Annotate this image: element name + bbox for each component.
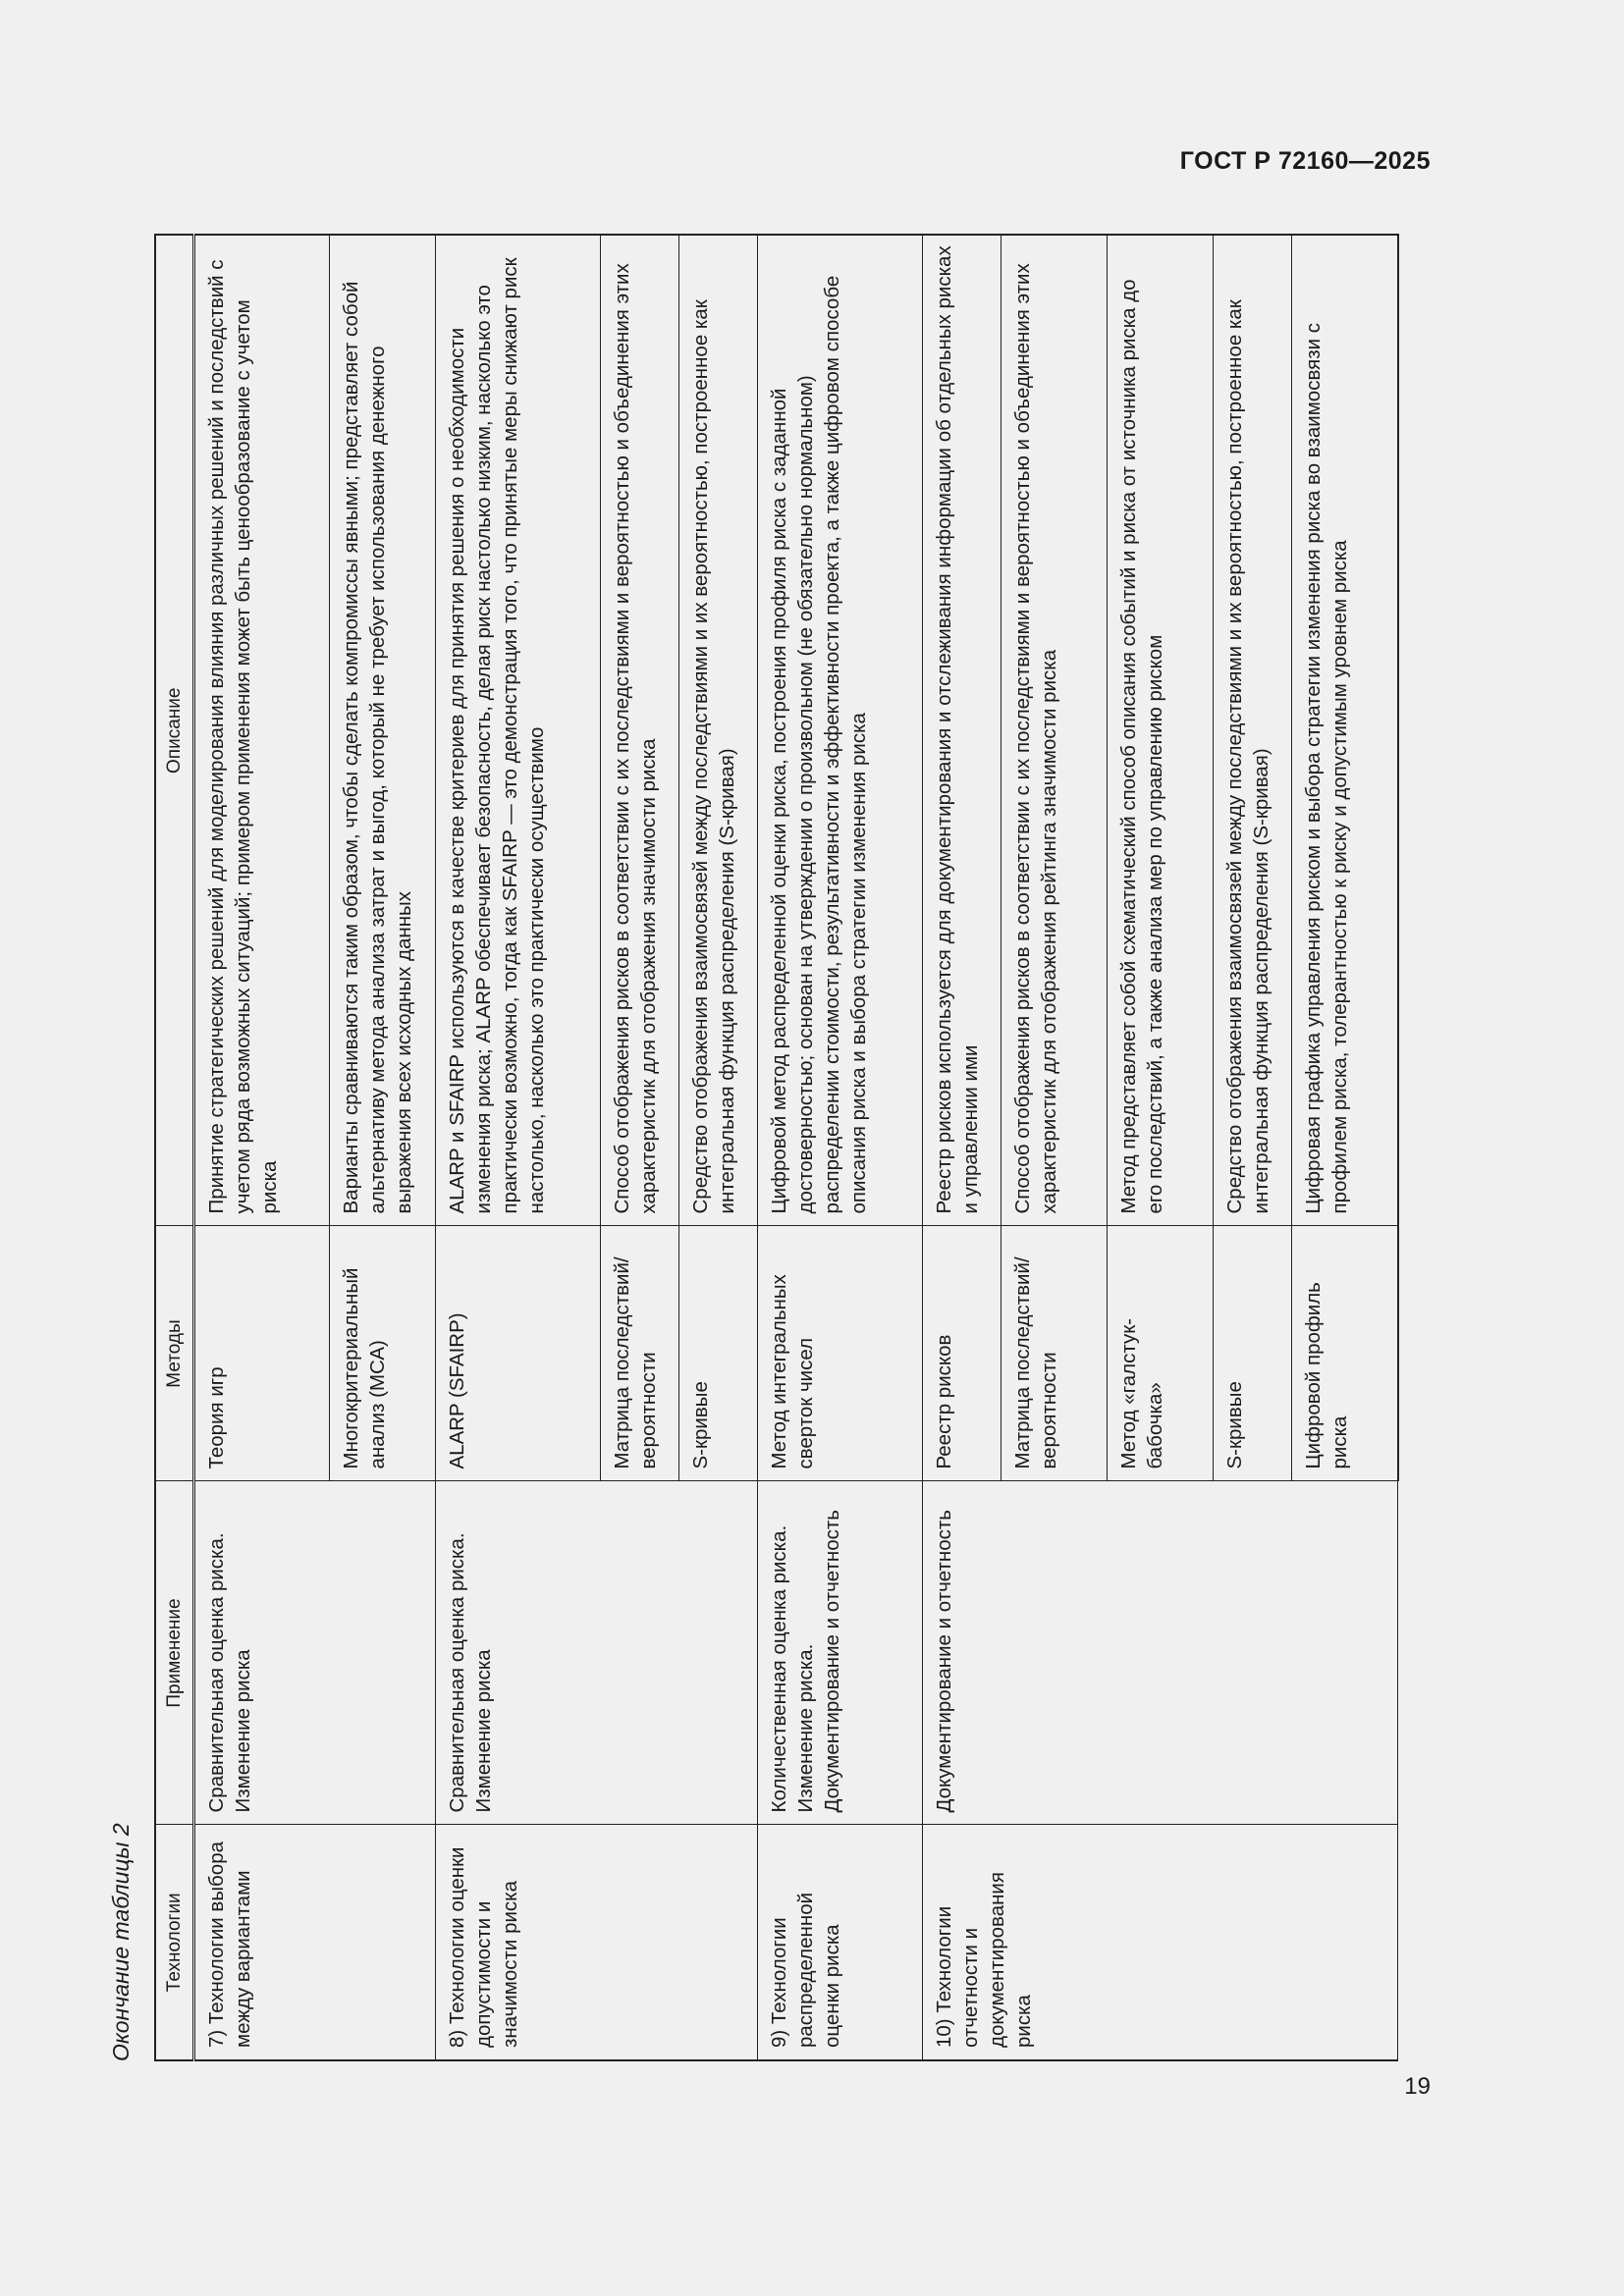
- technology-label: 7) Технологии выбора между вариантами: [205, 1841, 255, 2048]
- description-cell: Цифровая графика управления риском и выбора стратегии изменения риска во взаимосвязи с профилем риска, толерантностью к риску и допустимым уровнем риска: [1292, 235, 1398, 1226]
- method-cell: S-кривые: [1214, 1226, 1292, 1481]
- application-line: Документирование и отчетность: [821, 1510, 844, 1813]
- column-header-technologies: Технологии: [155, 1825, 194, 2060]
- description-cell: Реестр рисков используется для документирования и отслеживания информации об отдельных рисках и управлении ими: [923, 235, 1001, 1226]
- rotated-table-area: [108, 226, 1404, 2061]
- application-cell: [758, 1481, 923, 1825]
- method-cell: Метод интегральных сверток чисел: [758, 1226, 923, 1481]
- technology-label: 10) Технологии отчетности и документирования риска: [933, 1872, 1036, 2048]
- application-line: Изменение риска: [232, 1649, 255, 1813]
- table-header-row: [155, 235, 194, 2060]
- method-cell: Матрица последствий/вероятности: [1001, 1226, 1108, 1481]
- technology-label: 9) Технологии распределенной оценки риска: [768, 1892, 844, 2048]
- column-header-description: Описание: [155, 235, 194, 1226]
- application-cell: [923, 1481, 1398, 1825]
- application-line: Изменение риска: [472, 1649, 496, 1813]
- method-cell: S-кривые: [679, 1226, 758, 1481]
- description-cell: Способ отображения рисков в соответствии с их последствиями и вероятностью и объединения этих характеристик для отображения рейтинга значимости риска: [1001, 235, 1108, 1226]
- risk-technologies-table: [154, 234, 1399, 2061]
- technology-label: 8) Технологии оценки допустимости и значимости риска: [446, 1846, 522, 2048]
- table-row: [923, 235, 1001, 2060]
- description-cell: Средство отображения взаимосвязей между последствиями и их вероятностью, построенное как интегральная функция распределения (S-кривая): [679, 235, 758, 1226]
- description-cell: ALARP и SFAIRP используются в качестве критериев для принятия решения о необходимости изменения риска; ALARP обеспечивает безопасность, делая риск настолько низким, насколько это практически возможно, тогда как SFAIRP — это демонстрация того, что принятые меры снижают риск настолько, насколько это практически осуществимо: [436, 235, 601, 1226]
- column-header-application: Применение: [155, 1481, 194, 1825]
- table-row: [758, 235, 923, 2060]
- application-cell: [436, 1481, 758, 1825]
- description-cell: Метод представляет собой схематический способ описания событий и риска от источника риска до его последствий, а также анализа мер по управлению риском: [1108, 235, 1214, 1226]
- table-row: [194, 235, 330, 2060]
- method-cell: Многокритериальный анализ (МСА): [330, 1226, 436, 1481]
- description-cell: Цифровой метод распределенной оценки риска, построения профиля риска с заданной достоверностью; основан на утверждении о произвольном (не обязательно нормальном) распределении стоимости, результативности и эффективности проекта, а также цифровом способе описания риска и выбора стратегии изменения риска: [758, 235, 923, 1226]
- technology-cell: [436, 1825, 758, 2060]
- standard-header: ГОСТ Р 72160—2025: [1179, 147, 1431, 175]
- method-cell: ALARP (SFAIRP): [436, 1226, 601, 1481]
- description-cell: Принятие стратегических решений для моделирования влияния различных решений и последствий с учетом ряда возможных ситуаций; примером применения может быть ценообразование с учетом риска: [194, 235, 330, 1226]
- table-row: [436, 235, 601, 2060]
- column-header-methods: Методы: [155, 1226, 194, 1481]
- technology-cell: [758, 1825, 923, 2060]
- technology-cell: [923, 1825, 1398, 2060]
- application-line: Сравнительная оценка риска.: [446, 1532, 469, 1813]
- method-cell: Метод «галстук-бабочка»: [1108, 1226, 1214, 1481]
- application-line: Изменение риска.: [794, 1643, 818, 1813]
- description-cell: Варианты сравниваются таким образом, чтобы сделать компромиссы явными; представляет собой альтернативу метода анализа затрат и выгод, который не требует использования денежного выражения всех исходных данных: [330, 235, 436, 1226]
- method-cell: Теория игр: [194, 1226, 330, 1481]
- method-cell: Цифровой профиль риска: [1292, 1226, 1398, 1481]
- description-cell: Способ отображения рисков в соответствии с их последствиями и вероятностью и объединения этих характеристик для отображения значимости риска: [601, 235, 679, 1226]
- application-line: Документирование и отчетность: [933, 1510, 956, 1813]
- method-cell: Матрица последствий/вероятности: [601, 1226, 679, 1481]
- application-line: Количественная оценка риска.: [768, 1524, 791, 1813]
- method-cell: Реестр рисков: [923, 1226, 1001, 1481]
- table-caption: Окончание таблицы 2: [108, 1823, 134, 2061]
- page-number: 19: [1404, 2073, 1431, 2100]
- application-line: Сравнительная оценка риска.: [205, 1532, 229, 1813]
- technology-cell: [194, 1825, 436, 2060]
- application-cell: [194, 1481, 436, 1825]
- description-cell: Средство отображения взаимосвязей между последствиями и их вероятностью, построенное как интегральная функция распределения (S-кривая): [1214, 235, 1292, 1226]
